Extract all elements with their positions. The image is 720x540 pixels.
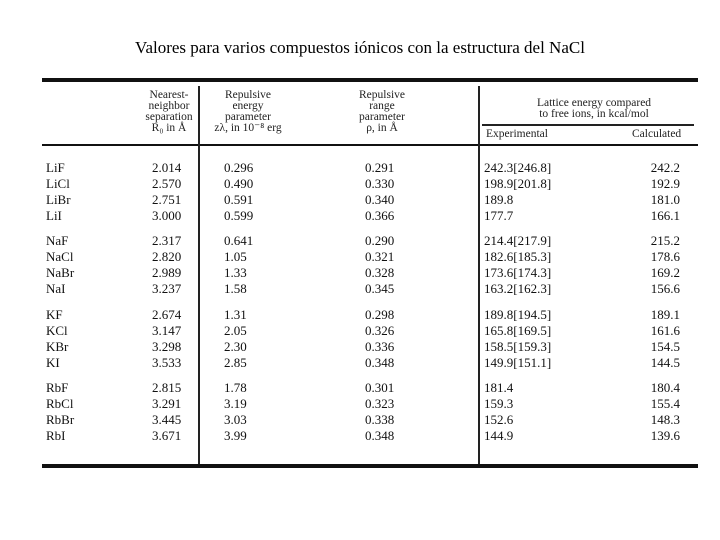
experimental-cell: 214.4[217.9] [484,233,552,248]
calculated-cell: 192.9 [650,176,680,191]
range-param-cell: 0.298 [365,307,395,322]
range-param-cell: 0.340 [365,192,395,207]
experimental-cell: 159.3 [484,396,514,411]
header-lattice-energy: Lattice energy compared to free ions, in kcal/mol [536,97,652,120]
calculated-cell: 144.5 [650,355,680,370]
range-param-cell: 0.290 [365,233,395,248]
range-param-cell: 0.348 [365,428,395,443]
compound-cell: LiI [46,208,62,223]
compound-cell: KCl [46,323,68,338]
experimental-cell: 189.8[194.5] [484,307,552,322]
energy-param-cell: 0.296 [224,160,254,175]
table-row [42,249,698,265]
table-row [42,323,698,339]
experimental-cell: 163.2[162.3] [484,281,552,296]
compound-cell: KF [46,307,63,322]
range-param-cell: 0.326 [365,323,395,338]
range-param-cell: 0.336 [365,339,395,354]
separation-cell: 3.000 [152,208,182,223]
experimental-cell: 181.4 [484,380,514,395]
table-row [42,233,698,249]
experimental-cell: 182.6[185.3] [484,249,552,264]
range-param-cell: 0.366 [365,208,395,223]
energy-param-cell: 3.03 [224,412,247,427]
experimental-cell: 149.9[151.1] [484,355,552,370]
header-bottom-rule [42,144,698,146]
energy-param-cell: 2.85 [224,355,247,370]
separation-cell: 2.014 [152,160,182,175]
energy-param-cell: 0.599 [224,208,254,223]
compound-cell: NaI [46,281,66,296]
compound-cell: LiBr [46,192,71,207]
separation-cell: 2.751 [152,192,182,207]
range-param-cell: 0.348 [365,355,395,370]
table-row [42,208,698,224]
calculated-cell: 242.2 [650,160,680,175]
separation-cell: 2.815 [152,380,182,395]
separation-cell: 2.317 [152,233,182,248]
table-row [42,412,698,428]
range-param-cell: 0.330 [365,176,395,191]
table-row [42,265,698,281]
energy-param-cell: 2.30 [224,339,247,354]
header-experimental: Experimental [486,128,548,140]
range-param-cell: 0.321 [365,249,395,264]
compound-cell: LiF [46,160,65,175]
header-repulsive-range: Repulsive range parameter ρ, in Å [359,89,405,134]
experimental-cell: 198.9[201.8] [484,176,552,191]
separation-cell: 3.445 [152,412,182,427]
table-row [42,428,698,444]
calculated-cell: 169.2 [650,265,680,280]
experimental-cell: 152.6 [484,412,514,427]
table-bottom-rule [42,464,698,468]
compound-cell: KI [46,355,60,370]
calculated-cell: 156.6 [650,281,680,296]
header-calculated: Calculated [632,128,682,140]
energy-param-cell: 1.05 [224,249,247,264]
energy-param-cell: 1.33 [224,265,247,280]
energy-param-cell: 0.641 [224,233,254,248]
range-param-cell: 0.345 [365,281,395,296]
energy-param-cell: 3.99 [224,428,247,443]
experimental-cell: 242.3[246.8] [484,160,552,175]
table-row [42,176,698,192]
separation-cell: 2.674 [152,307,182,322]
energy-param-cell: 1.31 [224,307,247,322]
table-row [42,281,698,297]
separation-cell: 3.237 [152,281,182,296]
energy-param-cell: 0.591 [224,192,254,207]
range-param-cell: 0.301 [365,380,395,395]
table-row [42,307,698,323]
experimental-cell: 173.6[174.3] [484,265,552,280]
table-top-rule [42,78,698,82]
table-row [42,355,698,371]
compound-cell: NaCl [46,249,74,264]
compound-cell: RbI [46,428,66,443]
energy-param-cell: 1.78 [224,380,247,395]
separation-cell: 3.298 [152,339,182,354]
compound-cell: NaBr [46,265,75,280]
experimental-cell: 158.5[159.3] [484,339,552,354]
range-param-cell: 0.338 [365,412,395,427]
range-param-cell: 0.291 [365,160,395,175]
experimental-cell: 144.9 [484,428,514,443]
table-row [42,380,698,396]
calculated-cell: 155.4 [650,396,680,411]
calculated-cell: 178.6 [650,249,680,264]
lattice-energy-table [42,78,698,468]
calculated-cell: 161.6 [650,323,680,338]
header-repulsive-energy: Repulsive energy parameter zλ, in 10⁻⁸ erg [214,89,282,134]
calculated-cell: 148.3 [650,412,680,427]
compound-cell: LiCl [46,176,70,191]
separation-cell: 3.533 [152,355,182,370]
page-title: Valores para varios compuestos iónicos con la estructura del NaCl [135,38,585,57]
compound-cell: RbCl [46,396,74,411]
calculated-cell: 154.5 [650,339,680,354]
range-param-cell: 0.323 [365,396,395,411]
range-param-cell: 0.328 [365,265,395,280]
table-row [42,160,698,176]
table-row [42,396,698,412]
compound-cell: KBr [46,339,69,354]
calculated-cell: 181.0 [650,192,680,207]
energy-param-cell: 2.05 [224,323,247,338]
energy-param-cell: 1.58 [224,281,247,296]
separation-cell: 3.291 [152,396,182,411]
table-row [42,339,698,355]
calculated-cell: 166.1 [650,208,680,223]
table-row [42,192,698,208]
header-lattice-rule [482,124,694,126]
compound-cell: NaF [46,233,69,248]
experimental-cell: 177.7 [484,208,514,223]
calculated-cell: 139.6 [650,428,680,443]
energy-param-cell: 3.19 [224,396,247,411]
calculated-cell: 189.1 [650,307,680,322]
separation-cell: 3.147 [152,323,182,338]
separation-cell: 2.570 [152,176,182,191]
experimental-cell: 189.8 [484,192,514,207]
compound-cell: RbBr [46,412,75,427]
separation-cell: 2.820 [152,249,182,264]
separation-cell: 3.671 [152,428,182,443]
energy-param-cell: 0.490 [224,176,254,191]
experimental-cell: 165.8[169.5] [484,323,552,338]
calculated-cell: 180.4 [650,380,680,395]
separation-cell: 2.989 [152,265,182,280]
header-nearest-separation: Nearest- neighbor separation R₀ in Å [145,89,193,134]
compound-cell: RbF [46,380,69,395]
calculated-cell: 215.2 [650,233,680,248]
